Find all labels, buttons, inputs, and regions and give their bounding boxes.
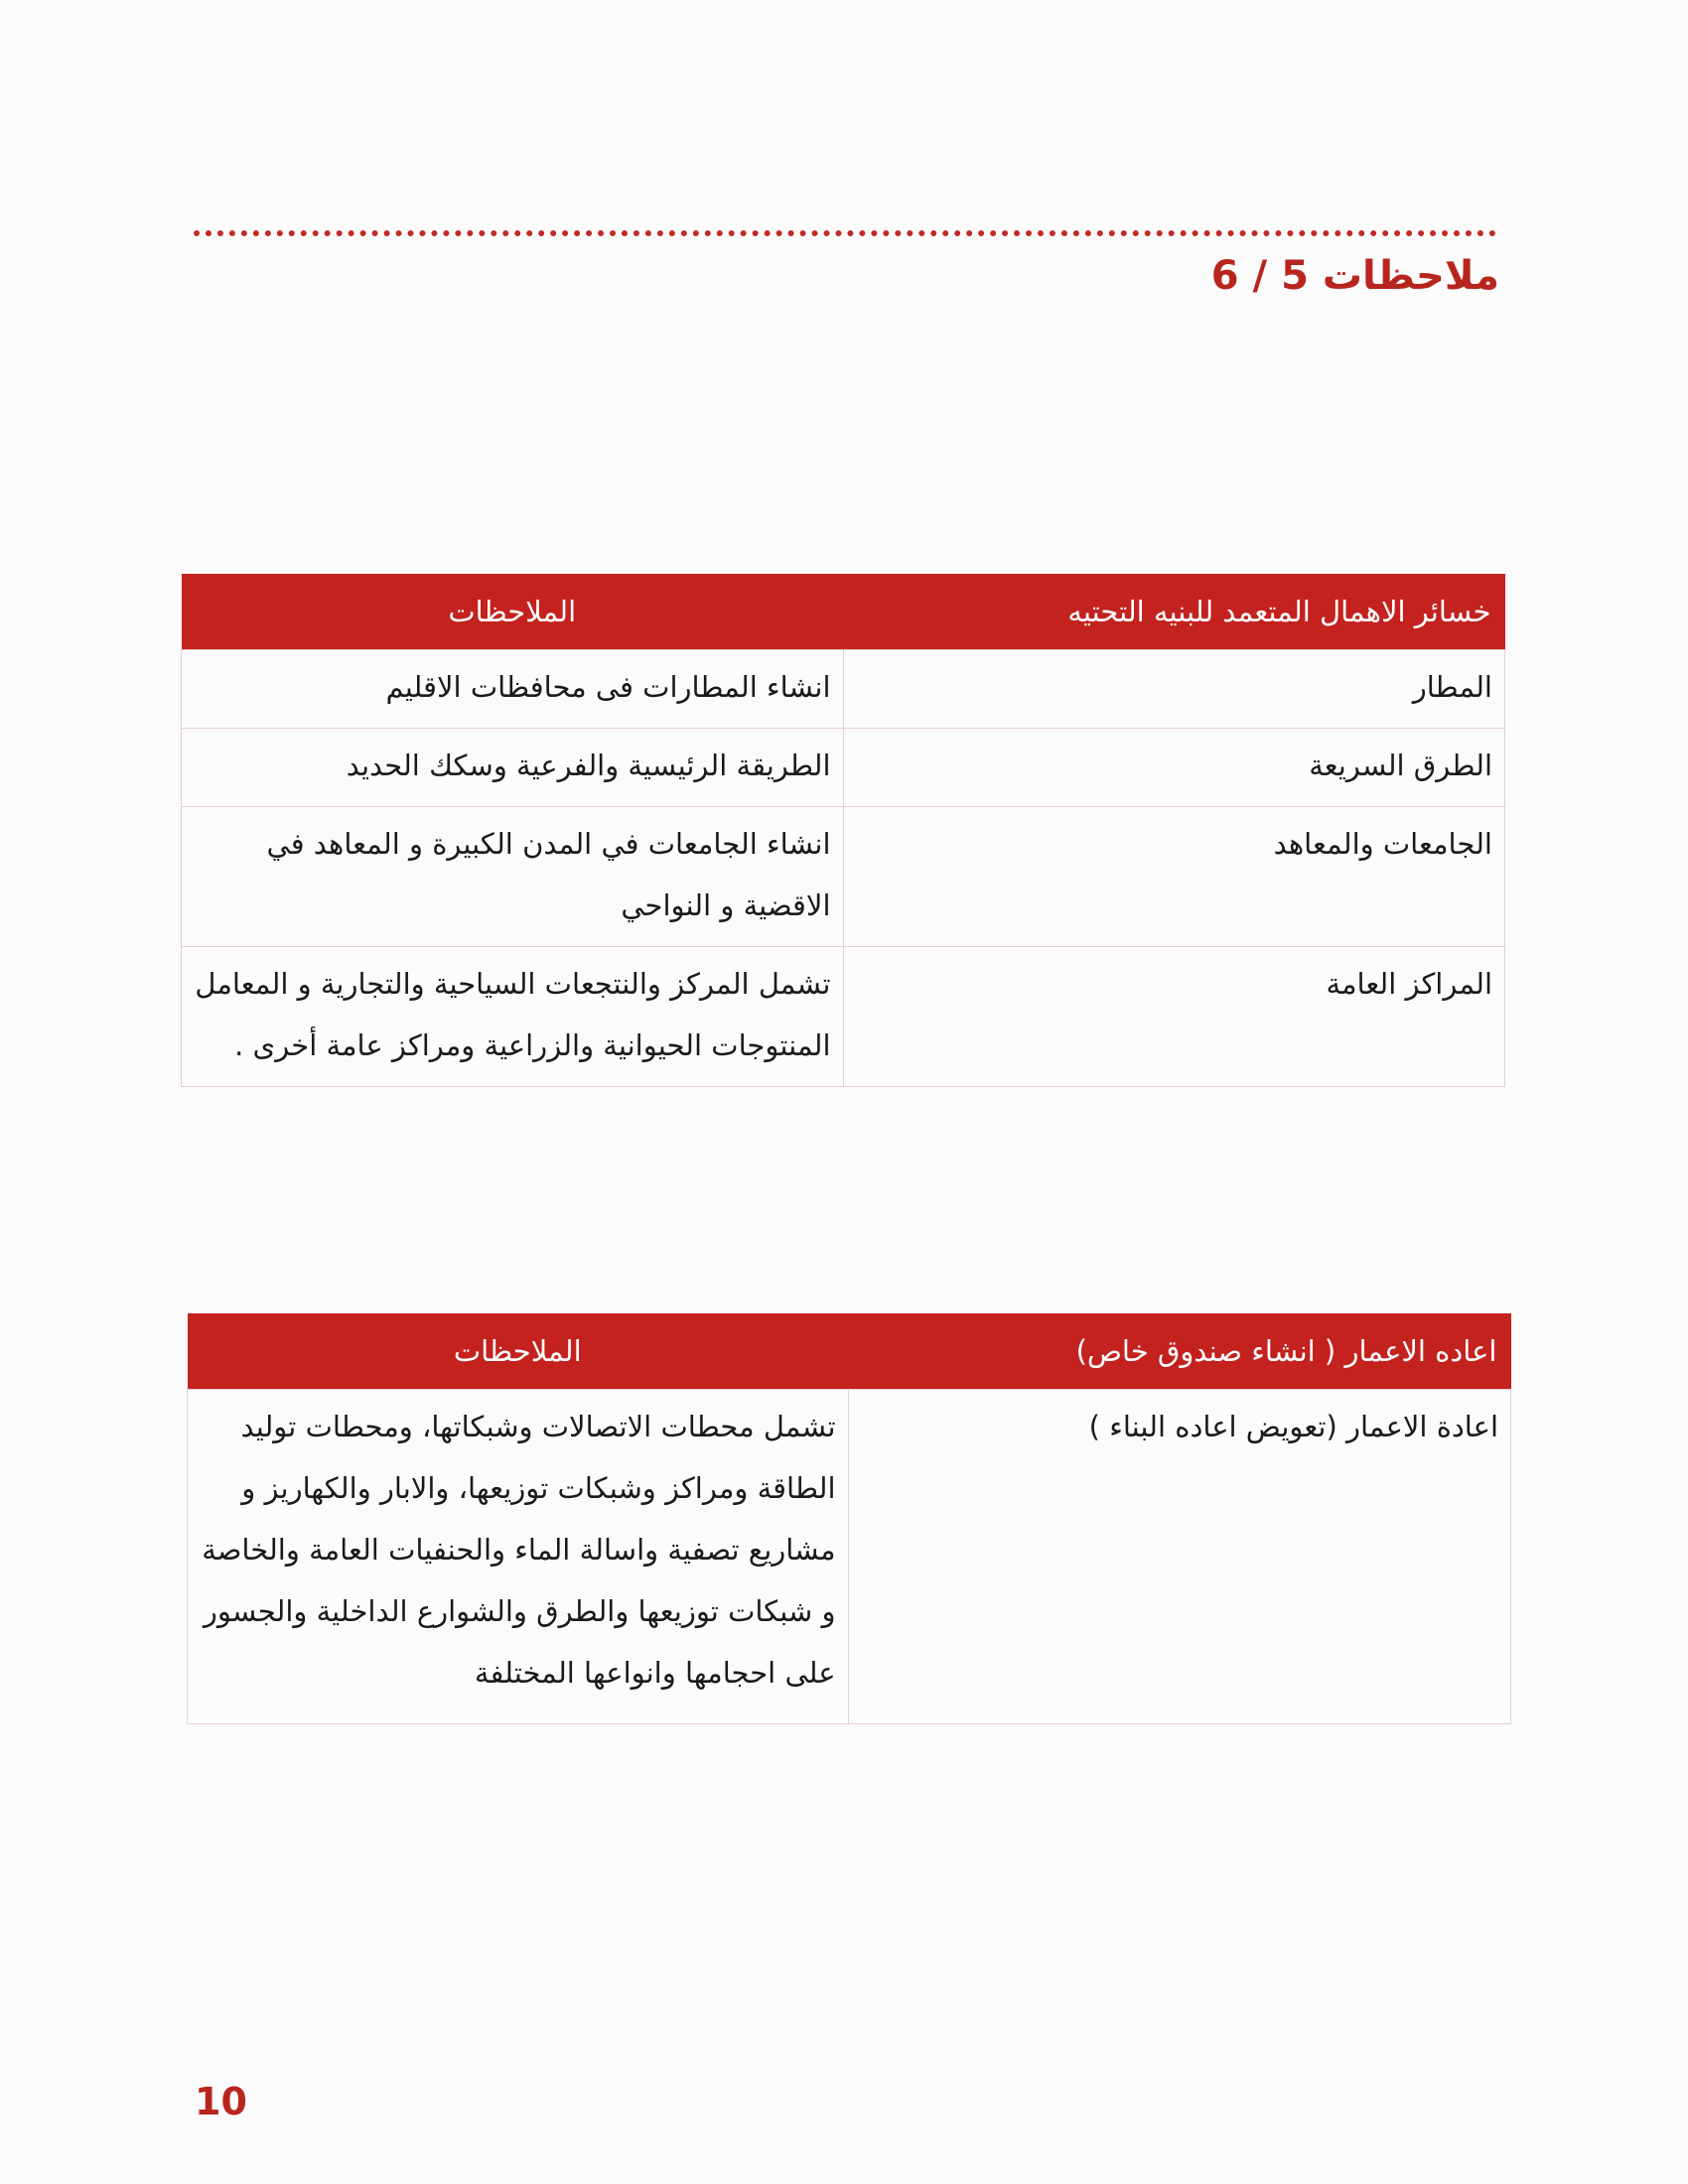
- infrastructure-losses-table: [181, 574, 1505, 1087]
- row-item: المراكز العامة: [843, 947, 1504, 1087]
- dotted-divider: [194, 230, 1496, 236]
- row-note: انشاء الجامعات في المدن الكبيرة و المعاهد في الاقضية و النواحي: [182, 807, 844, 947]
- column-header-item: خسائر الاهمال المتعمد للبنيه التحتيه: [843, 574, 1504, 650]
- page-number: 10: [195, 2080, 247, 2123]
- table-row: [188, 1390, 1511, 1724]
- table-row: [182, 807, 1505, 947]
- reconstruction-table: [187, 1313, 1511, 1724]
- row-note: تشمل محطات الاتصالات وشبكاتها، ومحطات توليد الطاقة ومراكز وشبكات توزيعها، والابار والكهاريز و مشاريع تصفية واسالة الماء والحنفيات العامة والخاصة و شبكات توزيعها والطرق والشوارع الداخلية والجسور على احجامها وانواعها المختلفة: [188, 1390, 849, 1724]
- table-header-row: [182, 574, 1505, 650]
- section-title: ملاحظات 5 / 6: [1210, 253, 1499, 299]
- row-item: اعادة الاعمار (تعويض اعاده البناء ): [848, 1390, 1510, 1724]
- column-header-notes: الملاحظات: [182, 574, 844, 650]
- table-row: [182, 947, 1505, 1087]
- row-item: الطرق السريعة: [843, 729, 1504, 807]
- table-row: [182, 729, 1505, 807]
- row-item: المطار: [843, 650, 1504, 729]
- row-note: انشاء المطارات فى محافظات الاقليم: [182, 650, 844, 729]
- table-header-row: [188, 1313, 1511, 1390]
- table-row: [182, 650, 1505, 729]
- column-header-notes: الملاحظات: [188, 1313, 849, 1390]
- column-header-item: اعاده الاعمار ( انشاء صندوق خاص): [848, 1313, 1510, 1390]
- row-note: تشمل المركز والنتجعات السياحية والتجارية و المعامل المنتوجات الحيوانية والزراعية ومراكز عامة أخرى .: [182, 947, 844, 1087]
- row-item: الجامعات والمعاهد: [843, 807, 1504, 947]
- row-note: الطريقة الرئيسية والفرعية وسكك الحديد: [182, 729, 844, 807]
